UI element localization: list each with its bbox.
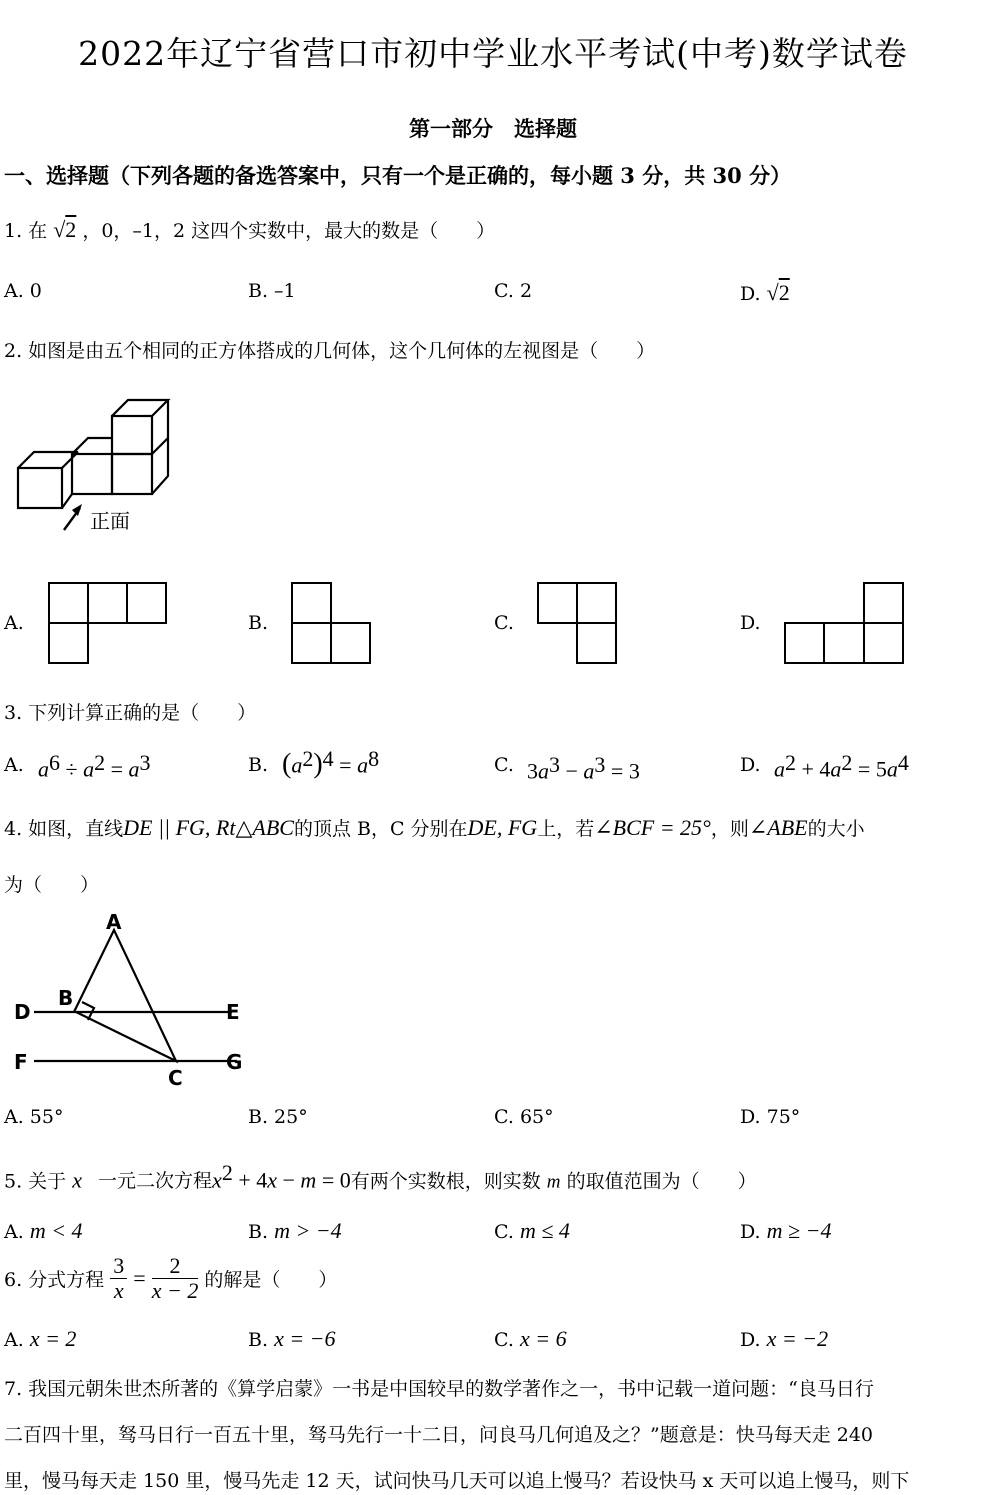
question-5: 5. 关于 x 一元二次方程$x^2 + 4x - m = 0$有两个实数根，则实数 m 的取值范围为（ ） xyxy=(4,1160,757,1193)
question-2: 2. 如图是由五个相同的正方体搭成的几何体，这个几何体的左视图是（ ） xyxy=(4,340,656,362)
front-label: 正面 xyxy=(90,509,130,533)
question-4-line-1: 4. 如图，直线DE || FG, Rt△ABC的顶点 B，C 分别在DE, FG上，若∠BCF = 25°，则∠ABE的大小 xyxy=(4,815,865,840)
q3-option-c-expr: $3a^3 - a^3 = 3$ xyxy=(527,752,640,784)
q5-option-b[interactable]: B. m > −4 xyxy=(248,1218,342,1243)
q5-option-a[interactable]: A. m < 4 xyxy=(4,1218,83,1243)
fig-label-c: C xyxy=(168,1066,183,1090)
q1-rest: ，0，–1，2 这四个实数中，最大的数是（ ） xyxy=(82,220,496,242)
question-4-line-2: 为（ ） xyxy=(4,874,100,896)
fig-label-g: G xyxy=(226,1050,243,1074)
q2-option-c-figure[interactable] xyxy=(537,582,619,666)
q3-option-a-label[interactable]: A. xyxy=(4,754,24,776)
q2-option-a-figure[interactable] xyxy=(48,582,168,666)
fig-label-e: E xyxy=(226,1000,240,1024)
section-heading: 一、选择题（下列各题的备选答案中，只有一个是正确的，每小题 3 分，共 30 分） xyxy=(4,163,792,188)
q3-option-b-label[interactable]: B. xyxy=(248,754,269,776)
q3-option-a-expr: $a^6 \div a^2 = a^3$ xyxy=(38,750,151,782)
triangle-figure xyxy=(12,908,262,1093)
q6-lhs-fraction: $\frac{3}{x}$ xyxy=(110,1254,127,1303)
q2-option-a-label[interactable]: A. xyxy=(4,612,24,634)
q6-option-b[interactable]: B. x = −6 xyxy=(248,1326,336,1351)
q1-option-b[interactable]: B. –1 xyxy=(248,280,296,302)
q4-option-a[interactable]: A. 55° xyxy=(4,1106,64,1128)
question-3: 3. 下列计算正确的是（ ） xyxy=(4,702,257,724)
q3-option-c-label[interactable]: C. xyxy=(494,754,514,776)
part-heading: 第一部分 选择题 xyxy=(409,116,577,141)
question-7-line-1: 7. 我国元朝朱世杰所著的《算学启蒙》一书是中国较早的数学著作之一，书中记载一道问题：“良马日行 xyxy=(4,1378,874,1400)
question-7-line-3: 里，慢马每天走 150 里，慢马先走 12 天，试问快马几天可以追上慢马？若设快马 x 天可以追上慢马，则下 xyxy=(4,1470,910,1492)
q2-option-b-label[interactable]: B. xyxy=(248,612,269,634)
question-1 xyxy=(4,216,495,243)
q3-option-b-expr: $(a^2)^4 = a^8$ xyxy=(282,746,380,780)
page-title: 2022年辽宁省营口市初中学业水平考试(中考)数学试卷 xyxy=(78,34,908,73)
fig-label-d: D xyxy=(14,1000,31,1024)
q2-option-d-label[interactable]: D. xyxy=(740,612,761,634)
fig-label-f: F xyxy=(14,1050,28,1074)
fig-label-b: B xyxy=(58,986,74,1010)
fig-label-a: A xyxy=(106,910,122,934)
q1-option-c[interactable]: C. 2 xyxy=(494,280,533,302)
q3-option-d-expr: $a^2 + 4a^2 = 5a^4$ xyxy=(774,750,909,782)
q6-rhs-fraction: $\frac{2}{x - 2}$ xyxy=(151,1253,199,1303)
q5-option-d[interactable]: D. m ≥ −4 xyxy=(740,1218,832,1243)
q6-option-c[interactable]: C. x = 6 xyxy=(494,1326,567,1351)
q4-angle-target: ∠ABE xyxy=(748,815,808,840)
q4-lines-expr: DE, FG xyxy=(467,815,538,840)
q5-var: x xyxy=(72,1167,82,1193)
q4-option-b[interactable]: B. 25° xyxy=(248,1106,308,1128)
sqrt-2-option: √2 xyxy=(766,280,790,305)
q4-parallel-expr: DE || FG, Rt△ABC xyxy=(123,815,294,840)
q1-option-a[interactable]: A. 0 xyxy=(4,280,42,302)
q6-option-a[interactable]: A. x = 2 xyxy=(4,1326,77,1351)
q4-angle-given: ∠BCF = 25° xyxy=(594,815,711,840)
q2-option-b-figure[interactable] xyxy=(291,582,373,666)
question-7-line-2: 二百四十里，驽马日行一百五十里，驽马先行一十二日，问良马几何追及之？”题意是：快马每天走 240 xyxy=(4,1424,874,1446)
sqrt-2: √2 xyxy=(53,217,77,242)
question-6: 6. 分式方程 $\frac{3}{x}$ = $\frac{2}{x - 2}$ 的解是（ ） xyxy=(4,1253,338,1303)
q5-option-c[interactable]: C. m ≤ 4 xyxy=(494,1218,570,1243)
q4-option-c[interactable]: C. 65° xyxy=(494,1106,554,1128)
q4-option-d[interactable]: D. 75° xyxy=(740,1106,801,1128)
q2-option-d-figure[interactable] xyxy=(784,582,906,666)
q1-option-d[interactable]: D. √2 xyxy=(740,280,790,305)
q3-option-d-label[interactable]: D. xyxy=(740,754,761,776)
q2-option-c-label[interactable]: C. xyxy=(494,612,514,634)
q1-prefix: 1. 在 xyxy=(4,220,48,242)
q6-option-d[interactable]: D. x = −2 xyxy=(740,1326,829,1351)
